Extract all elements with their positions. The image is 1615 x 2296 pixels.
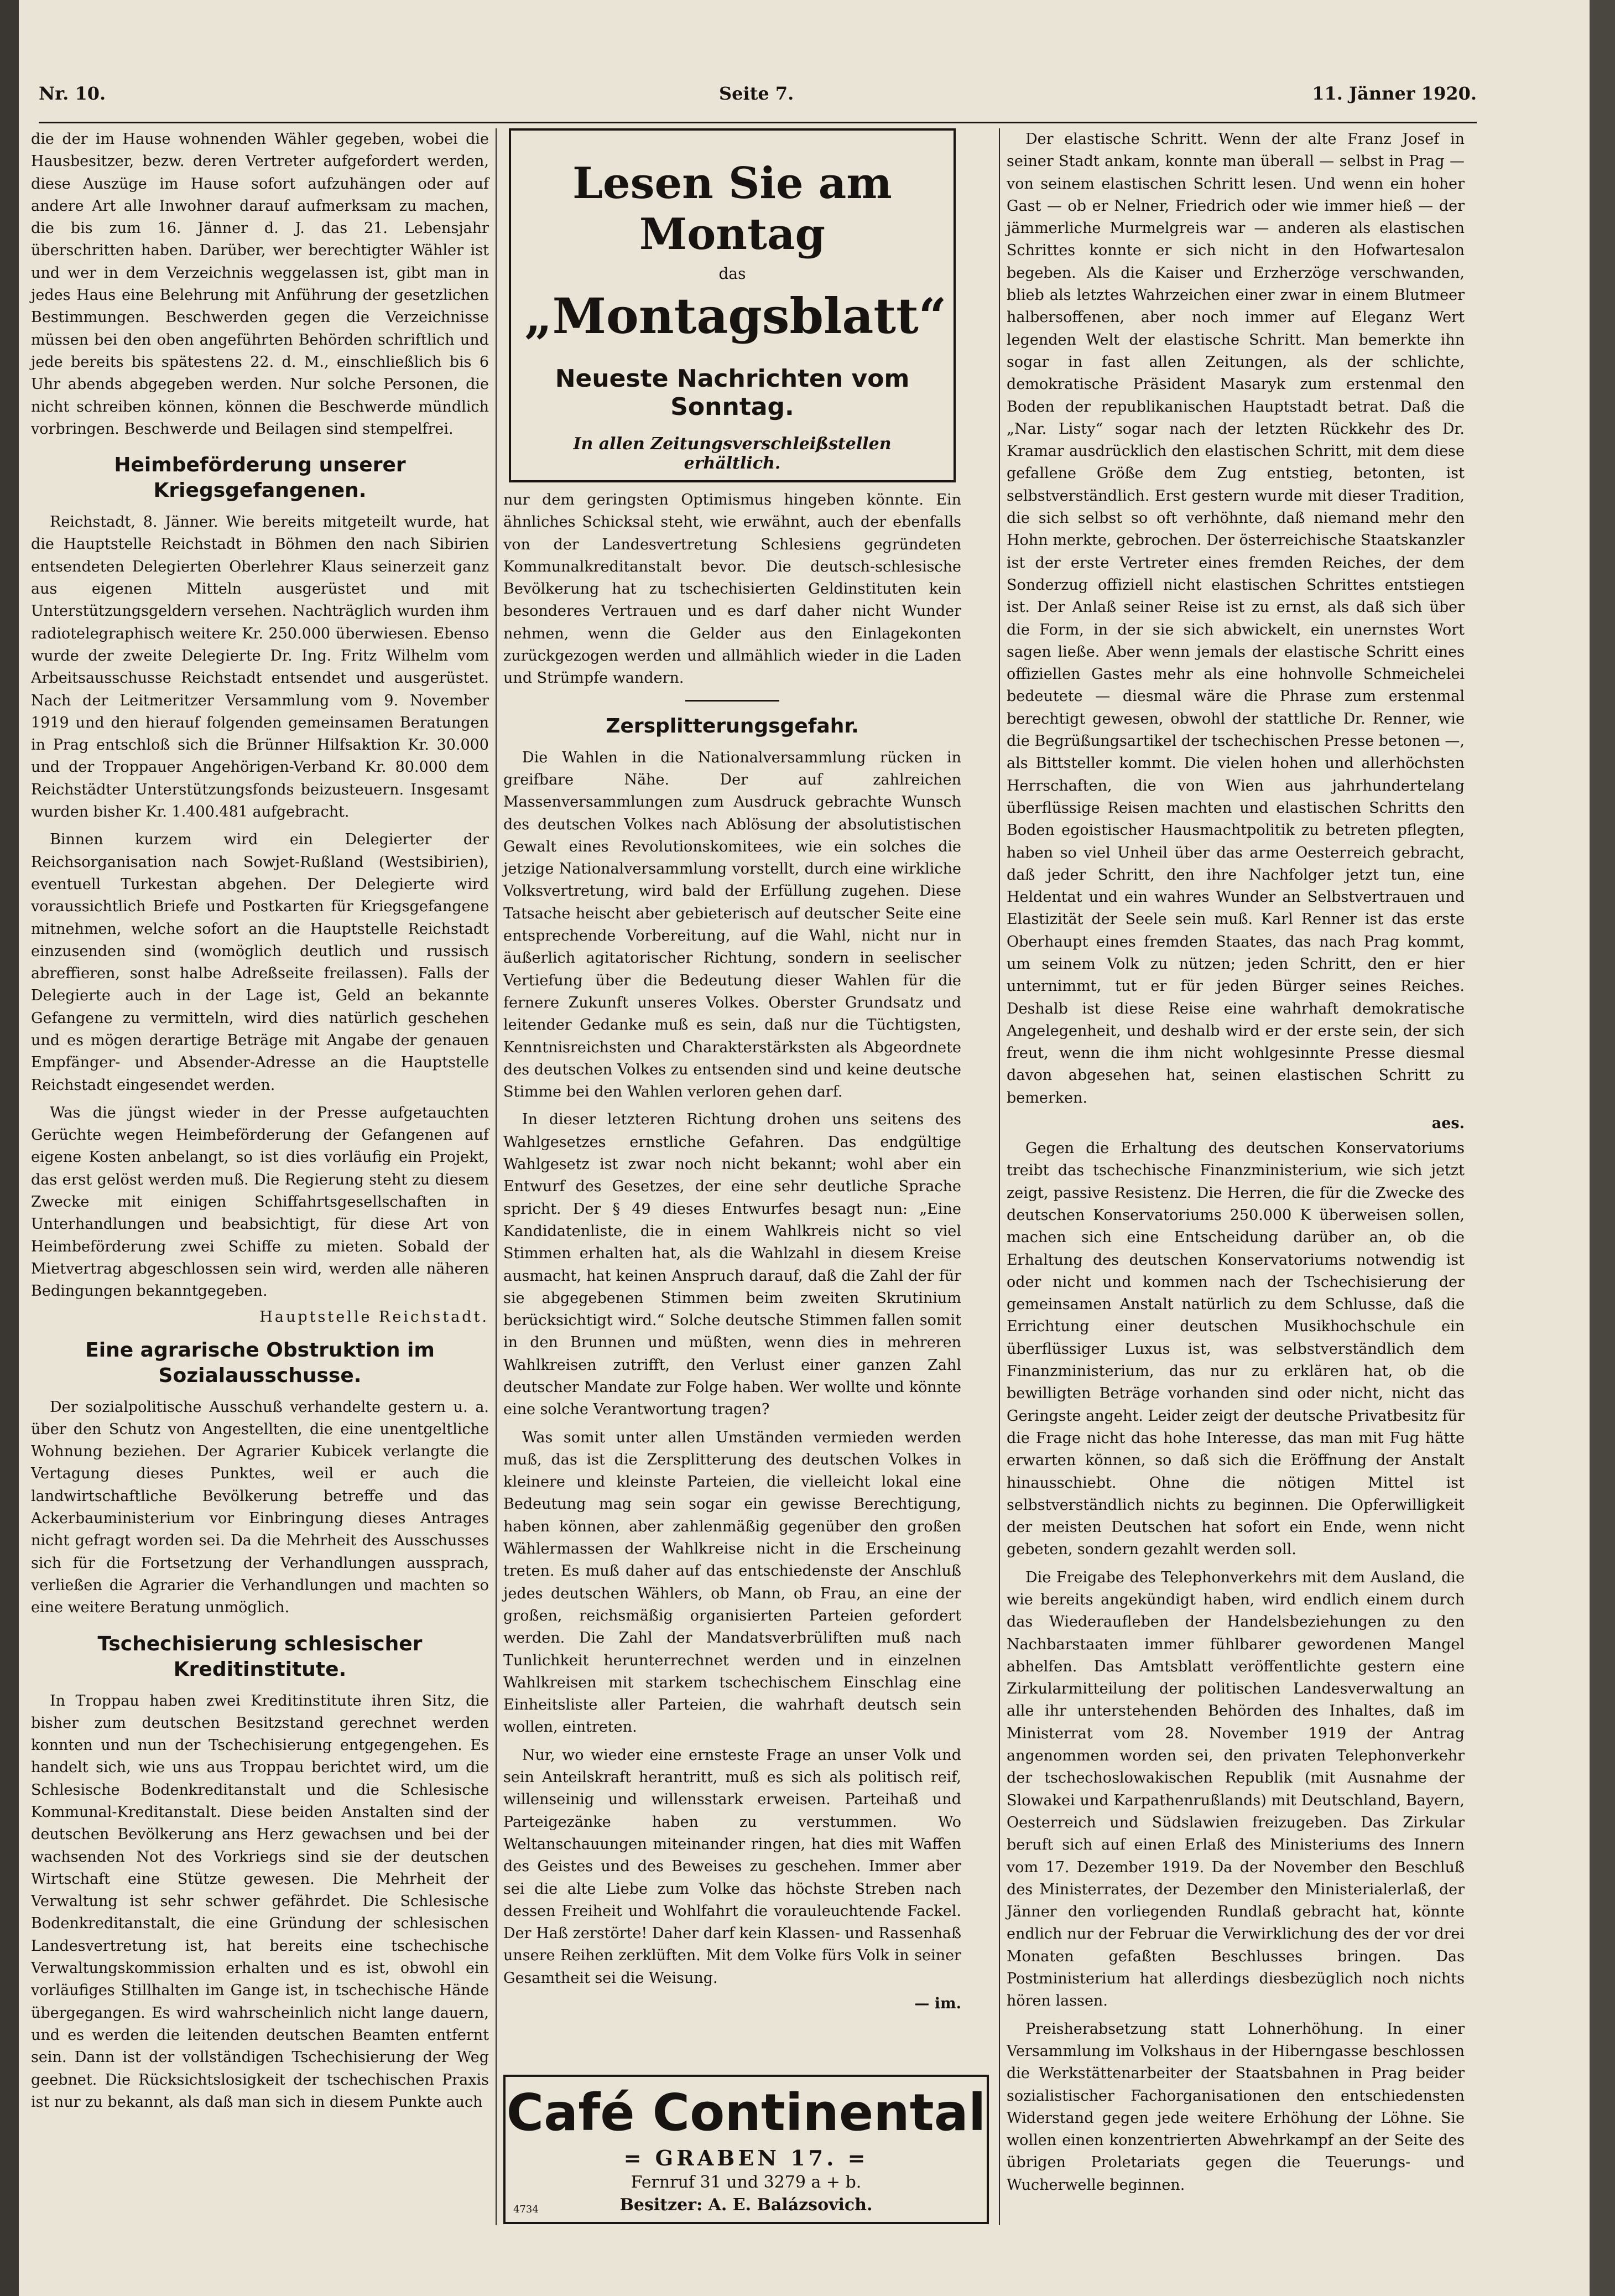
article-paragraph: Der elastische Schritt. Wenn der alte Franz Josef in seiner Stadt ankam, konnte man überall — selbst in Prag — von seinem elastischen Schritt lesen. Und wenn ein hoher Gast — ob er Nelner, Friedrich oder wie immer hieß — der jämmerliche Murmelgreis war — anderen als elastischen Schrittes konnte er sich nicht in den Hofwartesalon begeben. Als die Kaiser und Erzherzöge verschwanden, blieb als letztes Wahrzeichen einer zwar in einem Blutmeer halbersoffenen, aber noch immer auf Eleganz Wert legenden Welt der elastische Schritt. Man bemerkte ihn sogar in fast allen Zeitungen, als der schlichte, demokratische Präsident Masaryk zum erstenmal den Boden der republikanischen Hauptstadt betrat. Daß die „Nar. Listy“ sogar nach der letzten Rückkehr des Dr. Kramar ausdrücklich den elastischen Schritt, mit dem diese gefallene Größe dem Zug entstieg, betonten, ist selbstverständlich. Erst gestern wurde mit dieser Tradition, die sich selbst so oft verhöhnte, daß niemand mehr den Hohn merkte, gebrochen. Der österreichische Staatskanzler ist der erste Vertreter eines fremden Reiches, der dem Sonderzug offiziell nicht elastischen Schrittes entstiegen ist. Der Anlaß seiner Reise ist zu ernst, als daß sich über die Form, in der sie sich abwickelt, ein unernstes Wort sagen ließe. Aber wenn jemals der elastische Schritt eines offiziellen Gastes mehr als eine hohnvolle Schmeichelei bedeutete — diesmal wäre die Phrase zum erstenmal berechtigt gewesen, obwohl der stattliche Dr. Renner, wie die Begrüßungsartikel der tschechischen Presse betonen —, als Bittsteller kommt. Die vielen hohen und allerhöchsten Herrschaften, die von Wien aus jahrhundertelang überflüssige Reisen machten und elastischen Schritts den Boden egoistischer Hausmachtpolitik zu betreten pflegten, haben so viel Unheil über das arme Oesterreich gebracht, daß jeder Schritt, den ihre Nachfolger jetzt tun, eine Heldentat und ein wahres Wunder an Selbstvertrauen und Elastizität der Seele sein muß. Karl Renner ist das erste Oberhaupt eines fremden Staates, das nach Prag kommt, um seinem Volk zu nützen; jeden Schritt, den er hier unternimmt, tut er für jeden Bürger seines Reiches. Deshalb ist diese Reise eine wahrhaft demokratische Angelegenheit, und deshalb wird er der erste sein, der sich freut, wenn die ihm nicht wohlgesinnte Presse diesmal davon abgesehen hat, seinen elastischen Schritt zu bemerken. xyxy=(1007,131,1465,1107)
article-paragraph: Die Freigabe des Telephonverkehrs mit dem Ausland, die wie bereits angekündigt haben, wird endlich einem durch das Wiederaufleben der Handelsbeziehungen zu den Nachbarstaaten immer fühlbarer gewordenen Mangel abhelfen. Das Amtsblatt veröffentlichte gestern eine Zirkularmitteilung der politischen Landesverwaltung an alle ihr unterstehenden Behörden des Inhaltes, daß im Ministerrat vom 28. November 1919 der Antrag angenommen worden sei, den privaten Telephonverkehr der tschechoslowakischen Republik (mit Ausnahme der Slowakei und Karpathenrußlands) mit Deutschland, Bayern, Oesterreich und Südslawien freizugeben. Das Zirkular beruft sich auf einen Erlaß des Ministeriums des Innern vom 17. Dezember 1919. Da der November den Beschluß des Ministerrates, der Dezember den Ministerialerlaß, der Jänner den vorliegenden Rundlaß gebracht hat, könnte endlich nur der Februar die Verwirklichung des der vor drei Monaten gefaßten Beschlusses bringen. Das Postministerium hat allerdings diesbezüglich noch nichts hören lassen. xyxy=(1007,1568,1465,2010)
column-divider xyxy=(496,128,497,2225)
cafe-name: Café Continental xyxy=(506,2083,986,2142)
headline-zersplitterungsgefahr: Zersplitterungsgefahr. xyxy=(606,714,859,737)
cafe-phone: Fernruf 31 und 3279 a + b. xyxy=(631,2173,862,2192)
article-paragraph: Preisherabsetzung statt Lohnerhöhung. In einer Versammlung im Volkshaus in der Hiberngasse beschlossen die Werkstättenarbeiter der Staatsbahnen in Prag beider sozialistischer Fachorganisationen den entschiedensten Widerstand gegen jede weitere Erhöhung der Löhne. Sie wollen einen konzentrierten Abwehrkampf an der Seite des übrigen Proletariats gegen die Teuerungs- und Wucherwelle beginnen. xyxy=(1007,2020,1465,2194)
article-signature: — im. xyxy=(914,1995,961,2012)
scan-edge-left xyxy=(0,0,19,2296)
column-left xyxy=(31,128,489,2225)
article-paragraph: Binnen kurzem wird ein Delegierter der Reichsorganisation nach Sowjet-Rußland (Westsibirien), eventuell Turkestan abgehen. Der Delegierte wird voraussichtlich Briefe und Postkarten für Kriegsgefangene mitnehmen, welche sofort an die Hauptstelle Reichstadt einzusenden sind (womöglich deutlich und russisch abreffieren, sonst halbe Adreßseite freilassen). Falls der Delegierte auch in der Lage ist, Geld an bekannte Gefangene zu vermitteln, wird dies natürlich geschehen und es mögen derartige Beträge mit Angabe der genauen Empfänger- und Absender-Adresse an die Hauptstelle Reichstadt eingesendet werden. xyxy=(31,831,489,1094)
ad-line: Lesen Sie am Montag xyxy=(572,158,892,259)
article-paragraph: Was somit unter allen Umständen vermieden werden muß, das ist die Zersplitterung des deutschen Volkes in kleinere und kleinste Parteien, die vielleicht lokal eine Bedeutung mag sein sogar ein gewisse Berechtigung, haben können, aber zahlenmäßig gegenüber den großen Wählermassen der Wahlkreise nicht in die Erscheinung treten. Es muß daher auf das entschiedenste der Anschluß jedes deutschen Wählers, ob Mann, ob Frau, an eine der großen, reichsmäßig organisierten Parteien gefordert werden. Die Zahl der Mandatsverbrüliften muß nach Tunlichkeit herunterrechnet werden und in einzelnen Wahlkreisen mit starkem tschechischem Einschlag eine Einheitsliste aller Parteien, die wahrhaft deutsch sein wollen, eintreten. xyxy=(503,1428,961,1736)
article-continuation: die der im Hause wohnenden Wähler gegeben, wobei die Hausbesitzer, bezw. deren Vertreter aufgefordert werden, diese Auszüge im Hause sofort aufzuhängen oder auf andere Art alle Inwohner darauf aufmerksam zu machen, die bis zum 16. Jänner d. J. das 21. Lebensjahr überschritten haben. Darüber, wer berechtigter Wähler ist und wer in dem Verzeichnis weggelassen ist, gibt man in jedes Haus eine Belehrung mit Anführung der gesetzlichen Bestimmungen. Beschwerden gegen die Verzeichnisse müssen bei den oben angeführten Behörden schriftlich und jede bereits bis spätestens 22. d. M., einschließlich bis 6 Uhr abends abgegeben werden. Nur solche Personen, die nicht schreiben können, können die Beschwerde mündlich vorbringen. Beschwerde und Beilagen sind stempelfrei. xyxy=(31,131,489,438)
header-rule xyxy=(39,122,1477,123)
page-number: Seite 7. xyxy=(719,83,794,104)
article-paragraph: Nur, wo wieder eine ernsteste Frage an unser Volk und sein Anteilskraft herantritt, muß es sich als politisch reif, willenseinig und willensstark erweisen. Parteihaß und Parteigezänke haben zu verstummen. Wo Weltanschauungen miteinander ringen, hat dies mit Waffen des Geistes und des Beweises zu geschehen. Immer aber sei die alte Liebe zum Volke das höchste Streben nach dessen Freiheit und Wohlfahrt die vorauleuchtende Fackel. Der Haß zerstörte! Daher darf kein Klassen- und Rassenhaß unsere Reihen zerklüften. Mit dem Volke fürs Volk in seiner Gesamtheit sei die Weisung. xyxy=(503,1746,961,1987)
issue-date: 11. Jänner 1920. xyxy=(1312,83,1477,104)
column-right xyxy=(1007,128,1465,2194)
advertisement-cafe-continental xyxy=(503,2075,989,2224)
article-paragraph: Gegen die Erhaltung des deutschen Konservatoriums treibt das tschechische Finanzministerium, wie sich jetzt zeigt, passive Resistenz. Die Herren, die für die Zwecke des deutschen Konservatoriums 250.000 K überweisen sollen, machen sich eine Entscheidung darüber an, ob die Erhaltung des deutschen Konservatoriums notwendig ist oder nicht und kommen nach der Tschechisierung der gemeinsamen Anstalt natürlich zu dem Schlusse, daß die Errichtung einer deutschen Musikhochschule ein überflüssiger Luxus ist, was selbstverständlich dem Finanzministerium, das nur zu erklären hat, ob die bewilligten Beträge vorhanden sind oder nicht, nicht das Geringste angeht. Leider zeigt der deutsche Privatbesitz für die Frage nicht das hohe Interesse, das man mit Fug hätte erwarten können, so daß sich die Eröffnung der Anstalt hinausschiebt. Ohne die nötigen Mittel ist selbstverständlich nichts zu beginnen. Die Opferwilligkeit der meisten Deutschen hat sofort ein Ende, wenn nicht gebeten, sondern gezahlt werden soll. xyxy=(1007,1140,1465,1559)
article-paragraph: In Troppau haben zwei Kreditinstitute ihren Sitz, die bisher zum deutschen Besitzstand gerechnet werden konnten und nun der Tschechisierung entgegengehen. Es handelt sich, wie uns aus Troppau berichtet wird, um die Schlesische Bodenkreditanstalt und die Schlesische Kommunal-Kreditanstalt. Diese beiden Anstalten sind der deutschen Bevölkerung ans Herz gewachsen und bei der wachsenden Not des Vorkriegs sind sie der deutschen Wirtschaft eine Stütze gewesen. Die Mehrheit der Verwaltung ist sehr schwer gefährdet. Die Schlesische Bodenkreditanstalt, die eine Gründung der schlesischen Landesvertretung ist, hat bereits eine tschechische Verwaltungskommission erhalten und es ist, obwohl ein vorläufiges Stillhalten im Gange ist, in tschechische Hände übergegangen. Es wird wahrscheinlich nicht lange dauern, und es werden die leitenden deutschen Beamten entfernt sein. Dann ist der vollständigen Tschechisierung der Weg geebnet. Die Rücksichtslosigkeit der tschechischen Praxis ist nur zu bekannt, als daß man sich in diesem Punkte auch xyxy=(31,1692,489,2111)
article-paragraph: In dieser letzteren Richtung drohen uns seitens des Wahlgesetzes ernstliche Gefahren. Das endgültige Wahlgesetz ist zwar noch nicht bekannt; wohl aber ein Entwurf des Gesetzes, der eine sehr deutliche Sprache spricht. Der § 49 dieses Entwurfes besagt nun: „Eine Kandidatenliste, die in einem Wahlkreis nicht so viel Stimmen erhalten hat, als die Wahlzahl in diesem Kreise ausmacht, hat keinen Anspruch darauf, daß die Zahl der für sie abgegebenen Stimmen beim zweiten Skrutinium berücksichtigt wird.“ Solche deutsche Stimmen fallen somit in den Brunnen und müßten, wenn dies in mehreren Wahlkreisen zutrifft, den Verlust einer ganzen Zahl deutscher Mandate zur Folge haben. Wer wollte und könnte eine solche Verantwortung tragen? xyxy=(503,1111,961,1419)
cafe-owner: Besitzer: A. E. Balázsovich. xyxy=(619,2195,873,2215)
article-paragraph: Der sozialpolitische Ausschuß verhandelte gestern u. a. über den Schutz von Angestellten, die eine unentgeltliche Wohnung beziehen. Der Agrarier Kubicek verlangte die Vertagung dieses Punktes, weil er auch die landwirtschaftliche Bevölkerung betreffe und das Ackerbauministerium vor Einbringung dieses Antrages nicht gefragt worden sei. Da die Mehrheit des Ausschusses sich für die Fortsetzung der Verhandlungen aussprach, verließen die Agrarier die Verhandlungen und machten so eine weitere Beratung unmöglich. xyxy=(31,1398,489,1617)
ad-line: In allen Zeitungsverschleißstellen erhältlich. xyxy=(573,434,892,473)
advertisement-montagsblatt xyxy=(509,128,956,482)
headline-agrarische-obstruktion: Eine agrarische Obstruktion im Sozialausschusse. xyxy=(85,1338,435,1387)
article-signature: aes. xyxy=(1431,1115,1465,1133)
page-header xyxy=(39,83,1477,116)
article-paragraph: Die Wahlen in die Nationalversammlung rücken in greifbare Nähe. Der auf zahlreichen Massenversammlungen zum Ausdruck gebrachte Wunsch des deutschen Volkes nach Ablösung der absolutistischen Gewalt eines Revolutionskomitees, wie ein solches die jetzige Nationalversammlung vorstellt, durch eine wirkliche Volksvertretung, wird bald der Erfüllung zugehen. Diese Tatsache heischt aber gebieterisch auf deutscher Seite eine entsprechende Vorbereitung, auf die Wahl, nicht nur in äußerlich agitatorischer Richtung, sondern in seelischer Vertiefung über die Bedeutung dieser Wahlen für die fernere Zukunft unseres Volkes. Oberster Grundsatz und leitender Gedanke muß es sein, daß nur die Tüchtigsten, Kenntnisreichsten und Charakterstärksten als Abgeordnete des deutschen Volkes zu entsenden sind und keine deutsche Stimme bei den Wahlen verloren gehen darf. xyxy=(503,749,961,1101)
article-paragraph: Was die jüngst wieder in der Presse aufgetauchten Gerüchte wegen Heimbeförderung der Gefangenen auf eigene Kosten anbelangt, so ist dies vorläufig ein Projekt, das erst gelöst werden muß. Die Regierung steht zu diesem Zwecke mit einigen Schiffahrtsgesellschaften in Unterhandlungen und beabsichtigt, für diese Art von Heimbeförderung zwei Schiffe zu mieten. Sobald der Mietvertrag abgeschlossen sein wird, werden alle näheren Bedingungen bekanntgegeben. xyxy=(31,1104,489,1300)
headline-heimbefoerderung: Heimbeförderung unserer Kriegsgefangenen. xyxy=(114,454,406,502)
article-continuation: nur dem geringsten Optimismus hingeben könnte. Ein ähnliches Schicksal steht, wie erwähnt, auch der ebenfalls von der Landesvertretung Schlesiens gegründeten Kommunalkreditanstalt bevor. Die deutsch-schlesische Bevölkerung hat zu tschechisierten Geldinstituten kein besonderes Vertrauen und es darf daher nicht Wunder nehmen, wenn die Gelder aus den Einlagekonten zurückgezogen werden und allmählich wieder in die Laden und Strümpfe wandern. xyxy=(503,491,961,687)
scan-edge-right xyxy=(1590,0,1615,2296)
article-paragraph: Reichstadt, 8. Jänner. Wie bereits mitgeteilt wurde, hat die Hauptstelle Reichstadt in Böhmen den nach Sibirien entsendeten Delegierten Oberlehrer Klaus seinerzeit ganz aus eigenen Mitteln ausgerüstet und mit Unterstützungsgeldern versehen. Nachträglich wurden ihm radiotelegraphisch weitere Kr. 250.000 überwiesen. Ebenso wurde der zweite Delegierte Dr. Ing. Fritz Wilhelm vom Arbeitsausschusse Reichstadt entsendet und ausgerüstet. Nach der Leitmeritzer Versammlung vom 9. November 1919 und den hierauf folgenden gemeinsamen Beratungen in Prag entschloß sich die Brünner Hilfsaktion Kr. 30.000 und der Troppauer Angehörigen-Verband Kr. 80.000 dem Reichstädter Unterstützungsfonds beizusteuern. Insgesamt wurden bisher Kr. 1.400.481 aufgebracht. xyxy=(31,513,489,821)
cafe-address: = GRABEN 17. = xyxy=(623,2146,869,2170)
ad-title: „Montagsblatt“ xyxy=(524,287,947,345)
column-middle xyxy=(503,128,961,2220)
headline-tschechisierung: Tschechisierung schlesischer Kreditinstitute. xyxy=(97,1632,423,1681)
issue-number: Nr. 10. xyxy=(39,83,106,104)
section-divider xyxy=(685,700,779,702)
ad-code: 4734 xyxy=(513,2204,539,2215)
ad-line: Neueste Nachrichten vom Sonntag. xyxy=(555,365,910,421)
ad-line: das xyxy=(718,264,746,283)
column-divider xyxy=(999,128,1000,2225)
article-signature: Hauptstelle Reichstadt. xyxy=(259,1308,489,1326)
